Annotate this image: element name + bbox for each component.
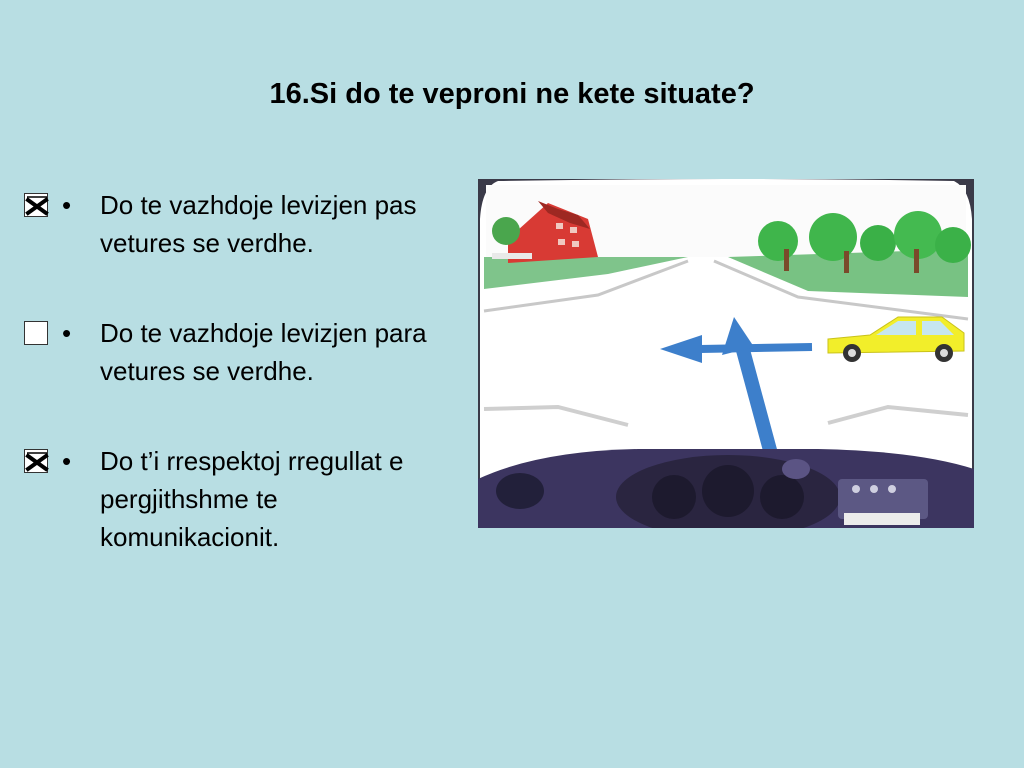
answer-3-bullet: • bbox=[62, 446, 72, 476]
answer-2-bullet: • bbox=[62, 318, 72, 348]
x-mark-icon bbox=[25, 450, 49, 474]
answer-1-checkbox[interactable] bbox=[24, 193, 48, 217]
answer-2-text: Do te vazhdoje levizjen para vetures se verdhe. bbox=[100, 318, 427, 386]
intersection-illustration bbox=[478, 179, 974, 528]
answer-3-text: Do t’i rrespektoj rregullat e pergjithshme te komunikacionit. bbox=[100, 446, 404, 552]
x-mark-icon bbox=[25, 194, 49, 218]
traffic-scene-image bbox=[478, 179, 974, 528]
answer-1-bullet: • bbox=[62, 190, 72, 220]
answer-2-checkbox[interactable] bbox=[24, 321, 48, 345]
slide-title: 16.Si do te veproni ne kete situate? bbox=[269, 78, 755, 110]
answer-1-text: Do te vazhdoje levizjen pas vetures se verdhe. bbox=[100, 190, 417, 258]
answer-3-checkbox[interactable] bbox=[24, 449, 48, 473]
